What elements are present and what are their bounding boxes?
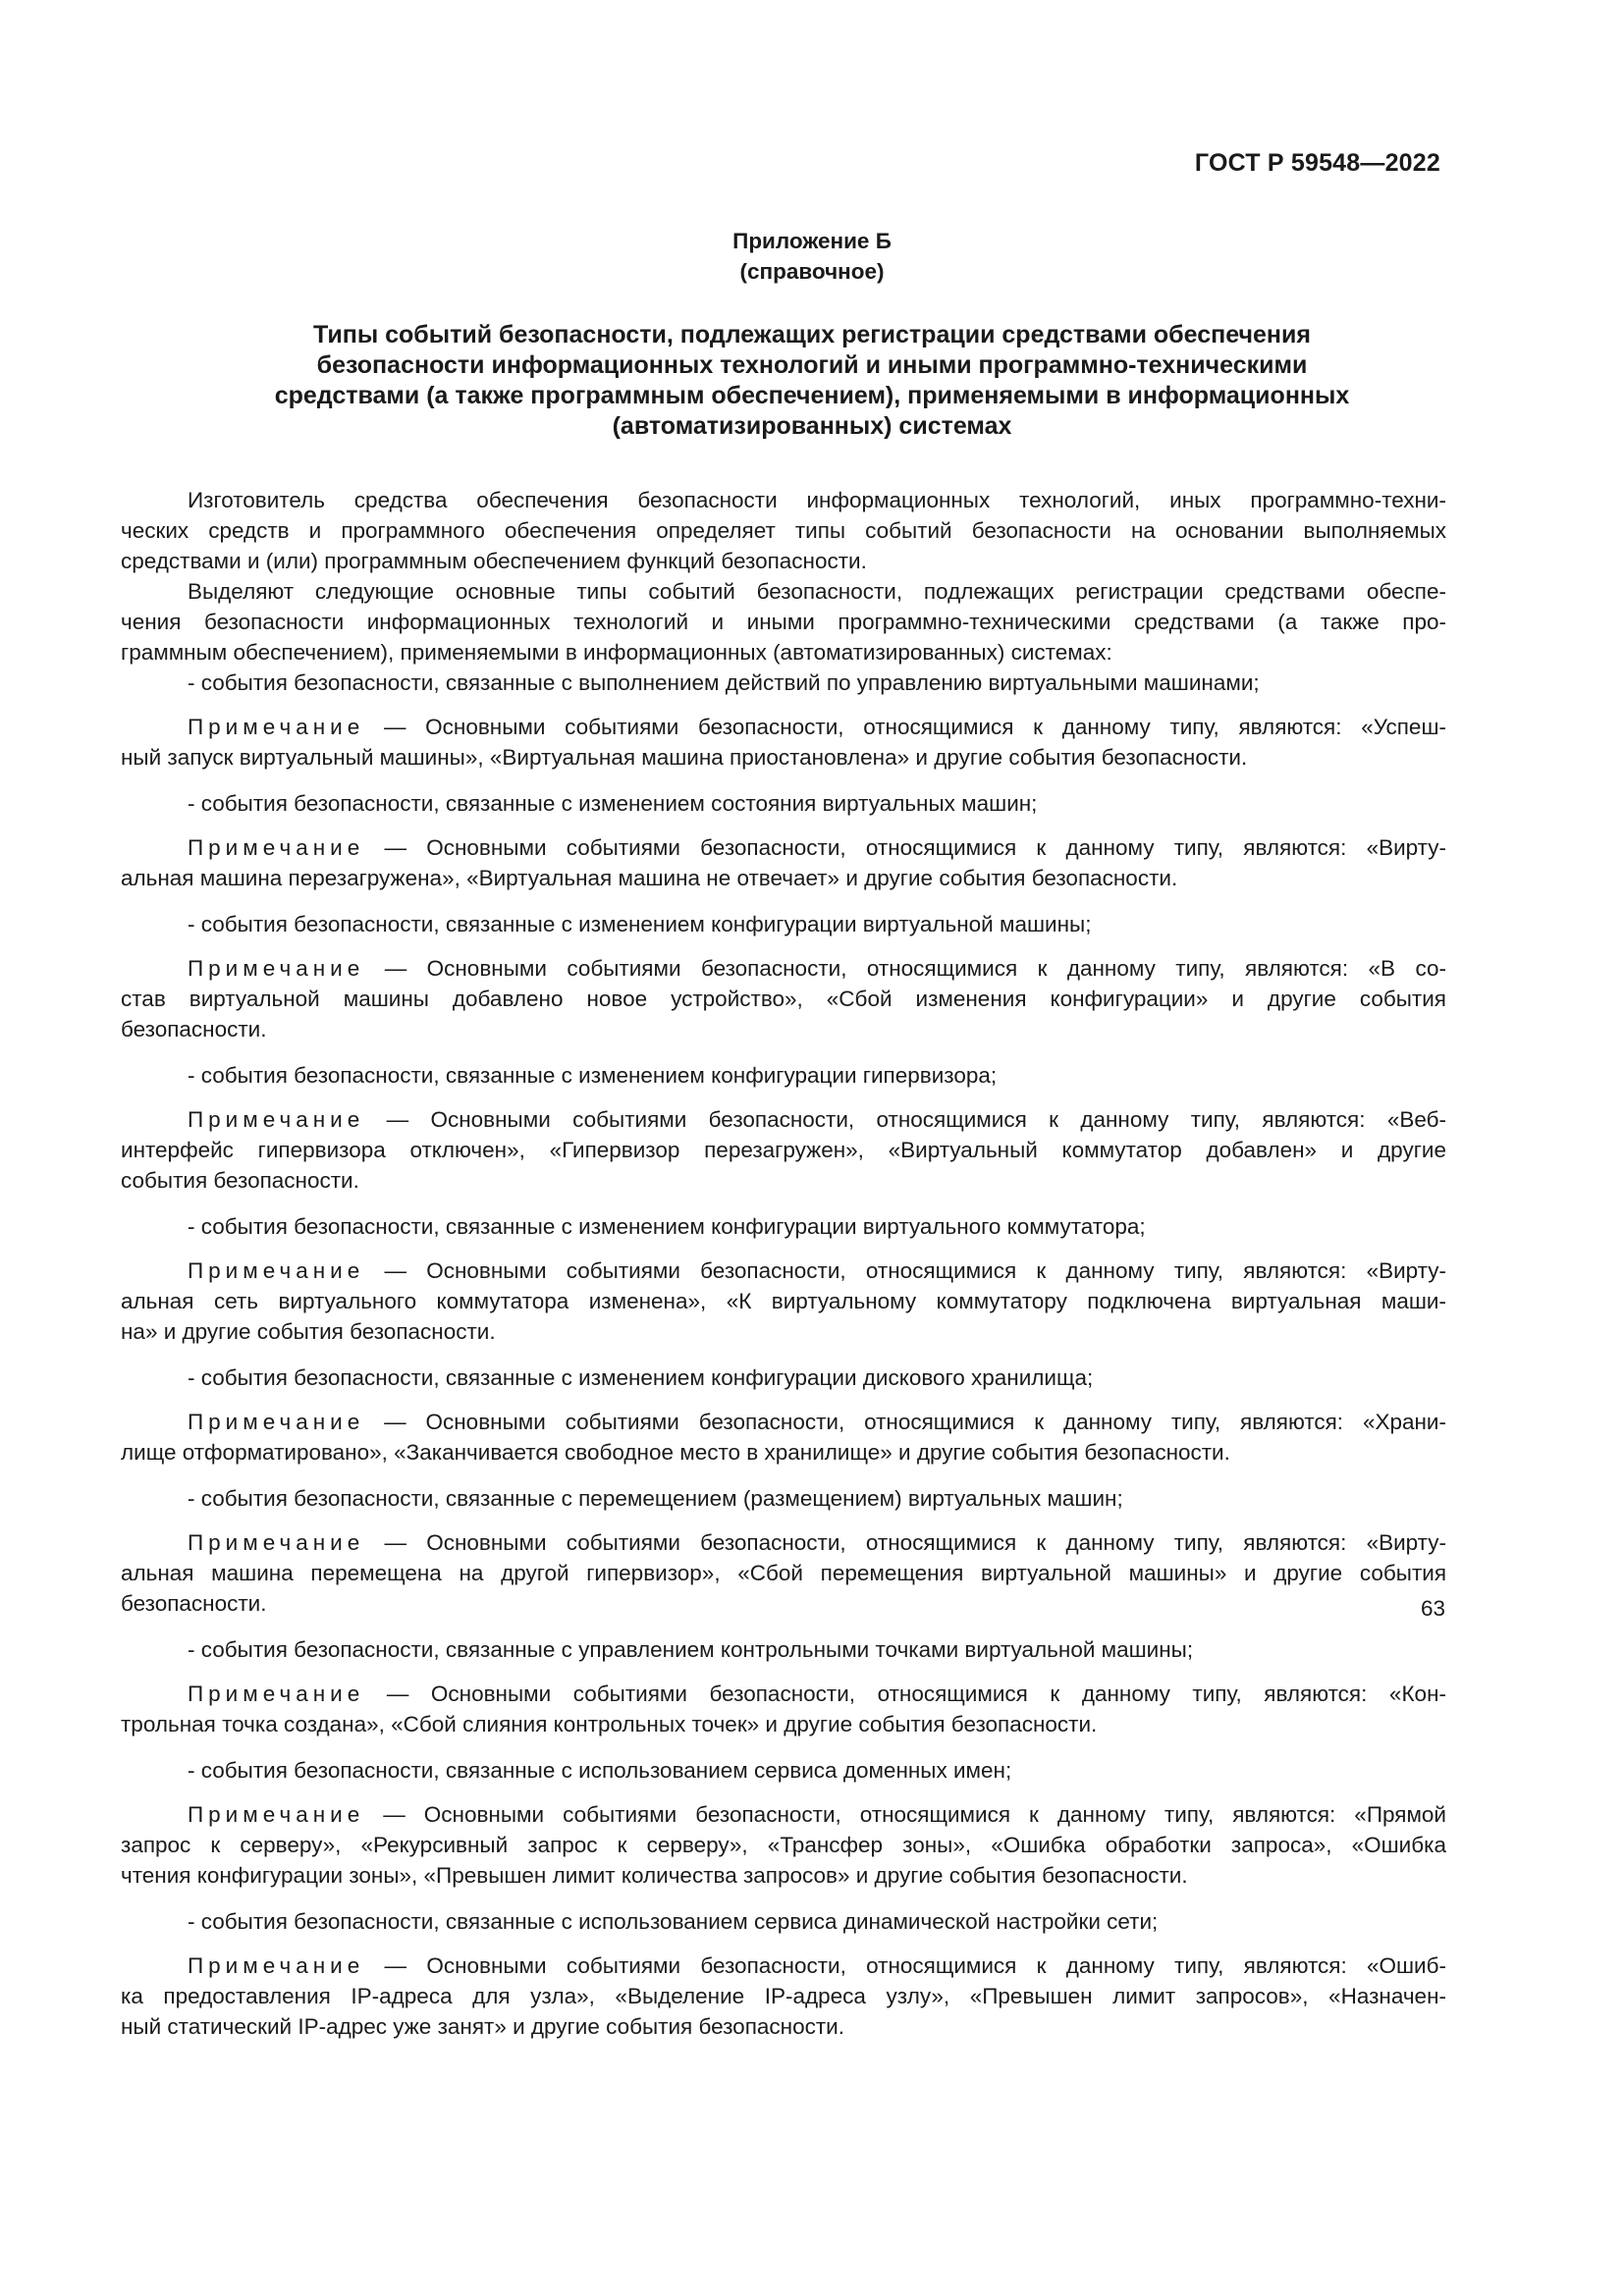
main-title — [147, 320, 1477, 442]
event-type-item: - события безопасности, связанные с изменением конфигурации виртуальной машины; — [188, 912, 1092, 936]
text-line: чения безопасности информационных технологий и иными программно-техническими средствами (а также про- — [121, 610, 1446, 634]
event-type-item: - события безопасности, связанные с управлением контрольными точками виртуальной машины; — [188, 1637, 1194, 1662]
text-line: Примечание — Основными событиями безопасности, относящимися к данному типу, являются: «Ошиб- — [188, 1953, 1446, 1978]
note-label: Примечание — [188, 1107, 365, 1132]
text-line: запрос к серверу», «Рекурсивный запрос к серверу», «Трансфер зоны», «Ошибка обработки запроса», «Ошибка — [121, 1833, 1446, 1857]
document-body — [121, 485, 1446, 2042]
note-block — [121, 1799, 1446, 1891]
text-line: трольная точка создана», «Сбой слияния контрольных точек» и другие события безопасности. — [121, 1712, 1098, 1736]
note-label: Примечание — [188, 1410, 365, 1434]
note-block — [121, 1950, 1446, 2042]
event-type-item: - события безопасности, связанные с изменением конфигурации дискового хранилища; — [188, 1365, 1094, 1390]
text-line: лище отформатировано», «Заканчивается свободное место в хранилище» и другие события безопасности. — [121, 1440, 1230, 1465]
text-line: ный статический IP-адрес уже занят» и другие события безопасности. — [121, 2014, 844, 2039]
event-type-item: - события безопасности, связанные с изменением состояния виртуальных машин; — [188, 791, 1038, 816]
note-block — [121, 1104, 1446, 1196]
text-line: интерфейс гипервизора отключен», «Гипервизор перезагружен», «Виртуальный коммутатор добавлен» и другие — [121, 1138, 1446, 1162]
note-block — [121, 1407, 1446, 1468]
event-type-item: - события безопасности, связанные с перемещением (размещением) виртуальных машин; — [188, 1486, 1123, 1511]
text-line: став виртуальной машины добавлено новое устройство», «Сбой изменения конфигурации» и другие события — [121, 987, 1446, 1011]
main-title-line: (автоматизированных) системах — [612, 412, 1012, 440]
note-block — [121, 832, 1446, 893]
text-line: Изготовитель средства обеспечения безопасности информационных технологий, иных программно-техни- — [188, 488, 1446, 512]
note-label: Примечание — [188, 835, 365, 860]
text-line: альная сеть виртуального коммутатора изменена», «К виртуальному коммутатору подключена виртуальная маши- — [121, 1289, 1446, 1313]
page-number: 63 — [1420, 1596, 1445, 1621]
note-block — [121, 712, 1446, 773]
text-line: события безопасности. — [121, 1168, 359, 1193]
main-title-line: безопасности информационных технологий и иными программно-техническими — [316, 351, 1308, 379]
text-line: альная машина перемещена на другой гипервизор», «Сбой перемещения виртуальной машины» и другие события — [121, 1561, 1446, 1585]
text-line: ка предоставления IP-адреса для узла», «Выделение IP-адреса узлу», «Превышен лимит запросов», «Назначен- — [121, 1984, 1446, 2008]
note-label: Примечание — [188, 715, 365, 739]
event-type-item: - события безопасности, связанные с изменением конфигурации виртуального коммутатора; — [188, 1214, 1146, 1239]
text-line: безопасности. — [121, 1017, 267, 1041]
text-line: граммным обеспечением), применяемыми в информационных (автоматизированных) системах: — [121, 640, 1112, 665]
note-label: Примечание — [188, 1682, 365, 1706]
intro-paragraph — [121, 485, 1446, 576]
note-label: Примечание — [188, 1530, 365, 1555]
event-type-item: - события безопасности, связанные с использованием сервиса доменных имен; — [188, 1758, 1012, 1783]
text-line: Примечание — Основными событиями безопасности, относящимися к данному типу, являются: «Веб- — [188, 1107, 1446, 1132]
note-block — [121, 1527, 1446, 1619]
appendix-title: Приложение Б — [732, 229, 892, 253]
text-line: альная машина перезагружена», «Виртуальная машина не отвечает» и другие события безопасности. — [121, 866, 1178, 890]
text-line: Примечание — Основными событиями безопасности, относящимися к данному типу, являются: «В со- — [188, 956, 1446, 981]
text-line: ческих средств и программного обеспечения определяет типы событий безопасности на основании выполняемых — [121, 518, 1446, 543]
text-line: Выделяют следующие основные типы событий безопасности, подлежащих регистрации средствами обеспе- — [188, 579, 1446, 604]
text-line: Примечание — Основными событиями безопасности, относящимися к данному типу, являются: «Вирту- — [188, 835, 1446, 860]
document-id: ГОСТ Р 59548—2022 — [1194, 149, 1440, 177]
text-line: на» и другие события безопасности. — [121, 1319, 496, 1344]
main-title-line: Типы событий безопасности, подлежащих регистрации средствами обеспечения — [313, 321, 1311, 348]
text-line: Примечание — Основными событиями безопасности, относящимися к данному типу, являются: «Хрaни- — [188, 1410, 1446, 1434]
text-line: безопасности. — [121, 1591, 267, 1616]
event-type-item: - события безопасности, связанные с изменением конфигурации гипервизора; — [188, 1063, 998, 1088]
text-line: Примечание — Основными событиями безопасности, относящимися к данному типу, являются: «Вирту- — [188, 1530, 1446, 1555]
note-label: Примечание — [188, 956, 365, 981]
intro-paragraph — [121, 576, 1446, 667]
main-title-line: средствами (а также программным обеспечением), применяемыми в информационных — [274, 382, 1350, 409]
text-line: ный запуск виртуальный машины», «Виртуальная машина приостановлена» и другие события безопасности. — [121, 745, 1248, 770]
text-line: чтения конфигурации зоны», «Превышен лимит количества запросов» и другие события безопасности. — [121, 1863, 1188, 1888]
note-label: Примечание — [188, 1802, 365, 1827]
event-type-item: - события безопасности, связанные с использованием сервиса динамической настройки сети; — [188, 1909, 1159, 1934]
text-line: Примечание — Основными событиями безопасности, относящимися к данному типу, являются: «Кон- — [188, 1682, 1446, 1706]
event-type-item: - события безопасности, связанные с выполнением действий по управлению виртуальными машинами; — [188, 670, 1260, 695]
text-line: средствами и (или) программным обеспечением функций безопасности. — [121, 549, 867, 573]
note-label: Примечание — [188, 1258, 365, 1283]
text-line: Примечание — Основными событиями безопасности, относящимися к данному типу, являются: «Вирту- — [188, 1258, 1446, 1283]
text-line: Примечание — Основными событиями безопасности, относящимися к данному типу, являются: «Успеш- — [188, 715, 1446, 739]
note-block — [121, 1255, 1446, 1347]
note-label: Примечание — [188, 1953, 365, 1978]
appendix-subtitle: (справочное) — [739, 259, 885, 284]
note-block — [121, 1679, 1446, 1739]
note-block — [121, 953, 1446, 1044]
text-line: Примечание — Основными событиями безопасности, относящимися к данному типу, являются: «Прямой — [188, 1802, 1446, 1827]
